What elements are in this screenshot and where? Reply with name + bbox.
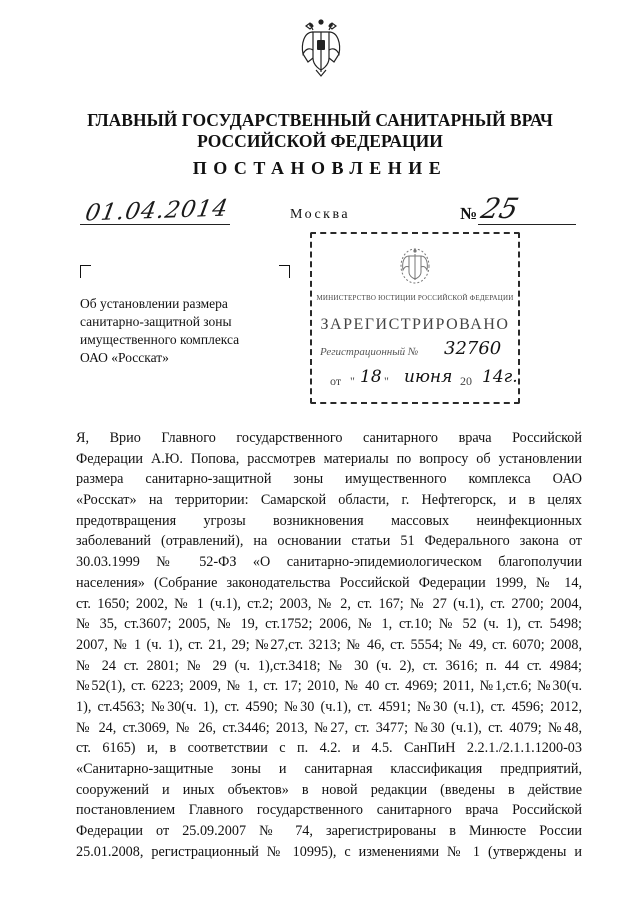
subject-line: имущественного комплекса [80,332,240,347]
subject-corner-left [80,265,91,278]
body-line: предотвращения угрозы возникновения массовых неинфекционных [76,512,582,529]
body-line: Я, Врио Главного государственного санитарного врача Российской [76,430,582,446]
stamp-year: 14г. [482,367,518,387]
document-number: 25 [477,192,522,225]
authority-line-1: ГЛАВНЫЙ ГОСУДАРСТВЕННЫЙ САНИТАРНЫЙ ВРАЧ [87,110,553,130]
body-line: 30.03.1999 № 52-ФЗ «О санитарно-эпидемиологическом благополучии [76,554,582,571]
stamp-regnum-value: 32760 [444,338,502,359]
stamp-quote-close: " [384,374,389,388]
stamp-registered: ЗАРЕГИСТРИРОВАНО [320,316,510,333]
stamp-month: июня [404,367,453,387]
body-line: Федерации от 25.09.2007 № 74, зарегистрированы в Минюсте России [76,823,582,840]
body-line: заболеваний (отравлений), на основании статьи 51 Федерального закона от [76,533,582,550]
subject-line: ОАО «Росскат» [80,350,169,365]
subject-line: санитарно-защитной зоны [80,314,232,329]
stamp-emblem-icon [400,248,430,284]
subject-corner-right [279,265,290,278]
body-line: 25.01.2008, регистрационный № 10995), с изменениями № 1 (утверждены и [76,843,582,860]
body-line: размера санитарно-защитной зоны имущественного комплекса ОАО [76,471,582,488]
body-line: «Санитарно-защитные зоны и санитарная классификация предприятий, [76,761,582,777]
stamp-from-label: от [330,374,342,388]
body-line: № 24, ст.3069, № 26, ст.3446; 2013, №27, ст. 3477; №30 (ч.1), ст. 4079; №48, [76,719,582,736]
stamp-ministry: МИНИСТЕРСТВО ЮСТИЦИИ РОССИЙСКОЙ ФЕДЕРАЦИИ [316,294,514,302]
document-city: Москва [290,207,351,222]
document-subject [80,295,258,367]
body-line: №52(1), ст. 6223; 2009, № 1, ст. 17; 2010, № 40 ст. 4969; 2011, №1,ст.6; №30(ч. [76,678,582,695]
stamp-day: 18 [360,367,382,387]
body-line: Федерации А.Ю. Попова, рассмотрев материалы по вопросу об установлении [76,450,582,467]
document-body [76,428,582,862]
body-line: сооружений и иных объектов» в новой редакции (введены в действие [76,781,582,798]
body-line: «Росскат» на территории: Самарской области, г. Нефтегорск, и в целях [76,492,582,509]
number-label: № [460,204,478,223]
subject-line: Об установлении размера [80,296,228,311]
stamp-year-prefix: 20 [460,374,472,388]
authority-line-2: РОССИЙСКОЙ ФЕДЕРАЦИИ [197,131,443,151]
coat-of-arms-icon [298,18,344,78]
body-line: населения» (Собрание законодательства Российской Федерации 1999, № 14, [76,574,582,591]
stamp-quote-open: " [350,374,355,388]
document-type: ПОСТАНОВЛЕНИЕ [192,158,448,178]
date-underline [80,224,230,225]
body-line: ст. 1650; 2002, № 1 (ч.1), ст.2; 2003, № 2, ст. 167; № 27 (ч.1), ст. 2700; 2004, [76,595,582,612]
number-underline [478,224,576,225]
body-line: № 35, ст.3607; 2005, № 19, ст.1752; 2006, № 1, ст.10; № 52 (ч. 1), ст. 5498; [76,616,582,633]
body-line: 1), ст.4563; №30(ч. 1), ст. 4590; №30 (ч.1), ст. 4591; №30 (ч.1), ст. 4596; 2012, [76,698,582,715]
document-date: 01.04.2014 [83,195,231,227]
body-line: 2007, № 1 (ч. 1), ст. 21, 29; №27,ст. 3213; № 46, ст. 5554; № 49, ст. 6070; 2008, [76,636,582,653]
body-line: ст. 6165) и, в соответствии с п. 4.2. и 4.5. СанПиН 2.2.1./2.1.1.1200-03 [76,740,582,757]
registration-stamp [310,232,520,404]
body-line: № 24 ст. 2801; № 29 (ч. 1),ст.3418; № 30 (ч. 2), ст. 3616; п. 44 ст. 4984; [76,657,582,674]
stamp-regnum-label: Регистрационный № [320,346,419,358]
body-line: постановлением Главного государственного санитарного врача Российской [76,802,582,819]
